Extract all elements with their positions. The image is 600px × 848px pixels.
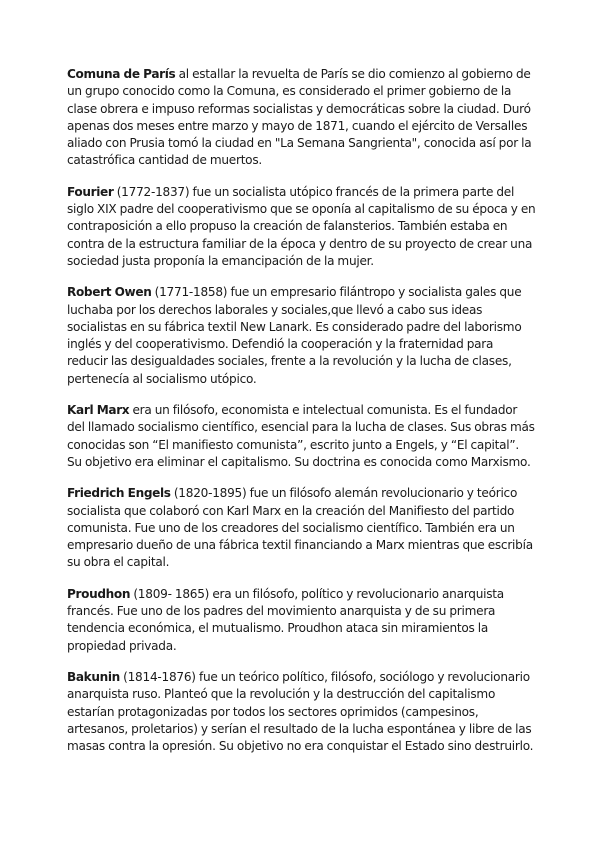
- entry-text: era un filósofo, economista e intelectual comunista. Es el fundador del llamado socialismo científico, esencial para la lucha de clases. Sus obras más conocidas son “El manifiesto comunista”, escrito junto a Engels, y “El capital”. Su objetivo era eliminar el capitalismo. Su doctrina es conocida como Marxismo.: [67, 403, 535, 469]
- entry-friedrich-engels: [67, 485, 537, 571]
- entry-text: al estallar la revuelta de París se dio comienzo al gobierno de un grupo conocido como la Comuna, es considerado el primer gobierno de la clase obrera e impuso reformas socialistas y democráticas sobre la ciudad. Duró apenas dos meses entre marzo y mayo de 1871, cuando el ejército de Versalles aliado con Prusia tomó la ciudad en "La Semana Sangrienta", conocida así por la catastrófica cantidad de muertos.: [67, 67, 532, 168]
- entry-name: Friedrich Engels: [67, 486, 171, 501]
- entry-name: Comuna de París: [67, 67, 176, 81]
- entry-robert-owen: [67, 284, 537, 388]
- entry-comuna-de-paris: [67, 66, 537, 170]
- entry-bakunin: [67, 669, 537, 755]
- entry-text: (1771-1858) fue un empresario filántropo y socialista gales que luchaba por los derechos laborales y sociales,que llevó a cabo sus ideas socialistas en su fábrica textil New Lanark. Es considerado padre del laborismo inglés y del cooperativismo. Defendió la cooperación y la fraternidad para reducir las desigualdades sociales, frente a la revolución y la lucha de clases, pertenecía al socialismo utópico.: [67, 285, 522, 386]
- entry-list: [67, 66, 537, 769]
- entry-name: Fourier: [67, 184, 114, 199]
- entry-name: Bakunin: [67, 669, 120, 684]
- entry-name: Robert Owen: [67, 285, 152, 300]
- entry-text: (1809- 1865) era un filósofo, político y revolucionario anarquista francés. Fue uno de los padres del movimiento anarquista y de su primera tendencia económica, el mutualismo. Proudhon ataca sin miramientos la propiedad privada.: [67, 586, 504, 653]
- entry-text: (1820-1895) fue un filósofo alemán revolucionario y teórico socialista que colaboró con Karl Marx en la creación del Manifiesto del partido comunista. Fue uno de los creadores del socialismo científico. También era un empresario dueño de una fábrica textil financiando a Marx mientras que escribía su obra el capital.: [67, 486, 533, 570]
- entry-karl-marx: [67, 402, 537, 471]
- entry-text: (1814-1876) fue un teórico político, filósofo, sociólogo y revolucionario anarquista ruso. Planteó que la revolución y la destrucción del capitalismo estarían protagonizadas por todos los sectores oprimidos (campesinos, artesanos, proletarios) y serían el resultado de la lucha espontánea y libre de las masas contra la opresión. Su objetivo no era conquistar el Estado sino destruirlo.: [67, 669, 534, 754]
- entry-name: Proudhon: [67, 586, 131, 601]
- entry-text: (1772-1837) fue un socialista utópico francés de la primera parte del siglo XIX padre del cooperativismo que se oponía al capitalismo de su época y en contraposición a ello propuso la creación de falansterios. También estaba en contra de la estructura familiar de la época y dentro de su proyecto de crear una sociedad justa proponía la emancipación de la mujer.: [67, 184, 536, 268]
- entry-name: Karl Marx: [67, 403, 130, 418]
- entry-fourier: [67, 184, 537, 270]
- entry-proudhon: [67, 586, 537, 655]
